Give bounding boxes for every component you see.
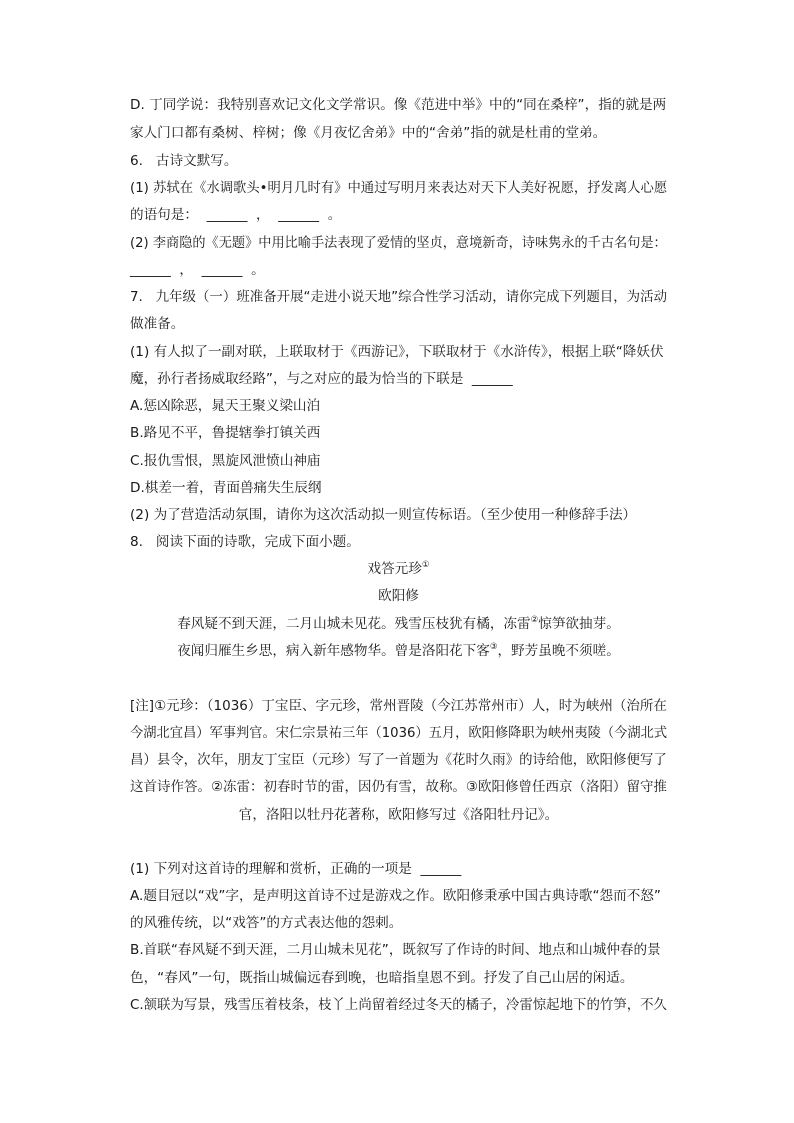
q7-option-b: B.路见不平，鲁提辖拳打镇关西 — [130, 425, 321, 441]
q7-option-c: C.报仇雪恨，黑旋风泄愤山神庙 — [130, 453, 321, 469]
q8-option-b-line2: 色，“春风”一句，既指山城偏远春到晚，也暗指皇恩不到。抒发了自己山居的闲适。 — [130, 970, 634, 986]
footnote-marker: ① — [421, 560, 430, 570]
q7-part1-line1: (1) 有人拟了一副对联，上联取材于《西游记》，下联取材于《水浒传》，根据上联“降妖伏 — [130, 344, 664, 360]
annotation-line1: [注]①元珍：（1036）丁宝臣、字元珍，常州晋陵（今江苏常州市）人，时为峡州（治所在 — [130, 698, 667, 714]
q6-title: 6. 古诗文默写。 — [130, 153, 238, 169]
annotation-line3: 昌）县令，次年，朋友丁宝臣（元珍）写了一首题为《花时久雨》的诗给他，欧阳修便写了 — [130, 752, 667, 768]
q7-title-line1: 7. 九年级（一）班准备开展“走进小说天地”综合性学习活动，请你完成下列题目，为活动 — [130, 289, 668, 305]
q5-option-d-line2: 家人门口都有桑树、梓树；像《月夜忆舍弟》中的“舍弟”指的就是杜甫的堂弟。 — [130, 125, 607, 141]
poem-verse-2: 夜闻归雁生乡思，病入新年感物华。曾是洛阳花下客③，野芳虽晚不须嗟。 — [177, 642, 620, 659]
poem-author: 欧阳修 — [378, 588, 419, 604]
q8-sub1: (1) 下列对这首诗的理解和赏析，正确的一项是 ______ — [130, 861, 462, 877]
annotation-line2: 今湖北宜昌）军事判官。宋仁宗景祐三年（1036）五月，欧阳修降职为峡州夷陵（今湖北式 — [130, 725, 668, 741]
q8-title: 8. 阅读下面的诗歌，完成下面小题。 — [130, 534, 360, 550]
q6-part1-line2: 的语句是： ______ ， ______ 。 — [130, 207, 342, 223]
q7-title-line2: 做准备。 — [130, 316, 185, 332]
q7-option-a: A.惩凶除恶，晁天王聚义梁山泊 — [130, 398, 321, 414]
footnote-marker: ③ — [489, 642, 498, 652]
poem-title: 戏答元珍① — [367, 560, 430, 577]
q7-option-d: D.棋差一着，青面兽痛失生辰纲 — [130, 480, 322, 496]
q6-part1-line1: (1) 苏轼在《水调歌头•明月几时有》中通过写明月来表达对天下人美好祝愿，抒发离人心愿 — [130, 180, 668, 196]
annotation-line4: 这首诗作答。②冻雷：初春时节的雷，因仍有雪，故称。③欧阳修曾任西京（洛阳）留守推 — [130, 779, 667, 795]
q5-option-d-line1: D. 丁同学说：我特别喜欢记文化文学常识。像《范进中举》中的“同在桑梓”，指的就是两 — [130, 97, 667, 113]
q7-part1-line2: 魔，孙行者扬威取经路”，与之对应的最为恰当的下联是 ______ — [130, 371, 513, 387]
annotation-line5: 官，洛阳以牡丹花著称，欧阳修写过《洛阳牡丹记》。 — [238, 807, 559, 823]
poem-verse-1: 春风疑不到天涯，二月山城未见花。残雪压枝犹有橘，冻雷②惊笋欲抽芽。 — [177, 615, 620, 632]
q8-option-c-line1: C.颔联为写景，残雪压着枝条，枝丫上尚留着经过冬天的橘子，冷雷惊起地下的竹笋，不久 — [130, 997, 667, 1013]
q6-part2-line2: ______ ， ______ 。 — [130, 262, 265, 278]
q8-option-a-line1: A.题目冠以“戏”字，是声明这首诗不过是游戏之作。欧阳修秉承中国古典诗歌“怨而不怒” — [130, 888, 661, 904]
footnote-marker: ② — [530, 615, 539, 625]
q7-part2: (2) 为了营造活动氛围，请你为这次活动拟一则宣传标语。（至少使用一种修辞手法） — [130, 507, 637, 523]
q6-part2-line1: (2) 李商隐的《无题》中用比喻手法表现了爱情的坚贞，意境新奇，诗味隽永的千古名句是： — [130, 235, 667, 251]
q8-option-b-line1: B.首联“春风疑不到天涯，二月山城未见花”，既叙写了作诗的时间、地点和山城仲春的景 — [130, 942, 661, 958]
q8-option-a-line2: 的风雅传统，以“戏答”的方式表达他的怨刺。 — [130, 915, 403, 931]
